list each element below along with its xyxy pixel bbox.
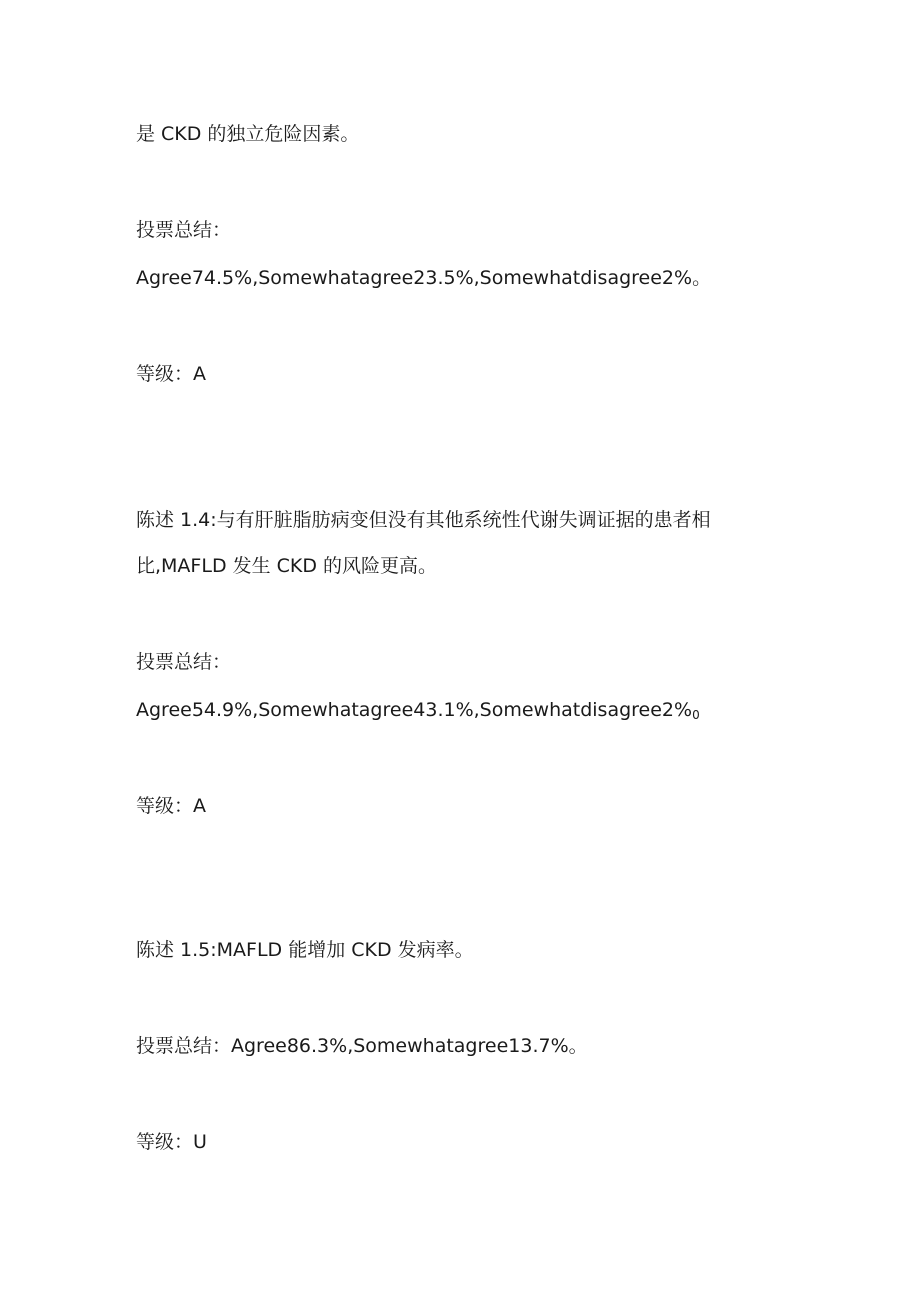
vote-summary-1-5: 投票总结：Agree86.3%,Somewhatagree13.7%。 (136, 1035, 588, 1057)
statement-1-4-line-1: 陈述 1.4:与有肝脏脂肪病变但没有其他系统性代谢失调证据的患者相 (136, 509, 711, 531)
vote-summary-label-1-3: 投票总结： (136, 219, 232, 241)
vote-summary-label-1-4: 投票总结： (136, 651, 232, 673)
vote-summary-values-1-4-subscript: 0 (692, 708, 700, 722)
vote-summary-values-1-4-text: Agree54.9%,Somewhatagree43.1%,Somewhatdisagree2% (136, 699, 693, 721)
vote-summary-values-1-3: Agree74.5%,Somewhatagree23.5%,Somewhatdisagree2%。 (136, 267, 712, 289)
statement-1-4-line-2: 比,MAFLD 发生 CKD 的风险更高。 (136, 555, 438, 577)
grade-1-3: 等级：A (136, 363, 206, 385)
grade-1-4: 等级：A (136, 795, 206, 817)
statement-1-3-continuation: 是 CKD 的独立危险因素。 (136, 123, 360, 145)
statement-1-5: 陈述 1.5:MAFLD 能增加 CKD 发病率。 (136, 939, 474, 961)
grade-1-5: 等级：U (136, 1131, 207, 1153)
vote-summary-values-1-4 (136, 698, 700, 727)
